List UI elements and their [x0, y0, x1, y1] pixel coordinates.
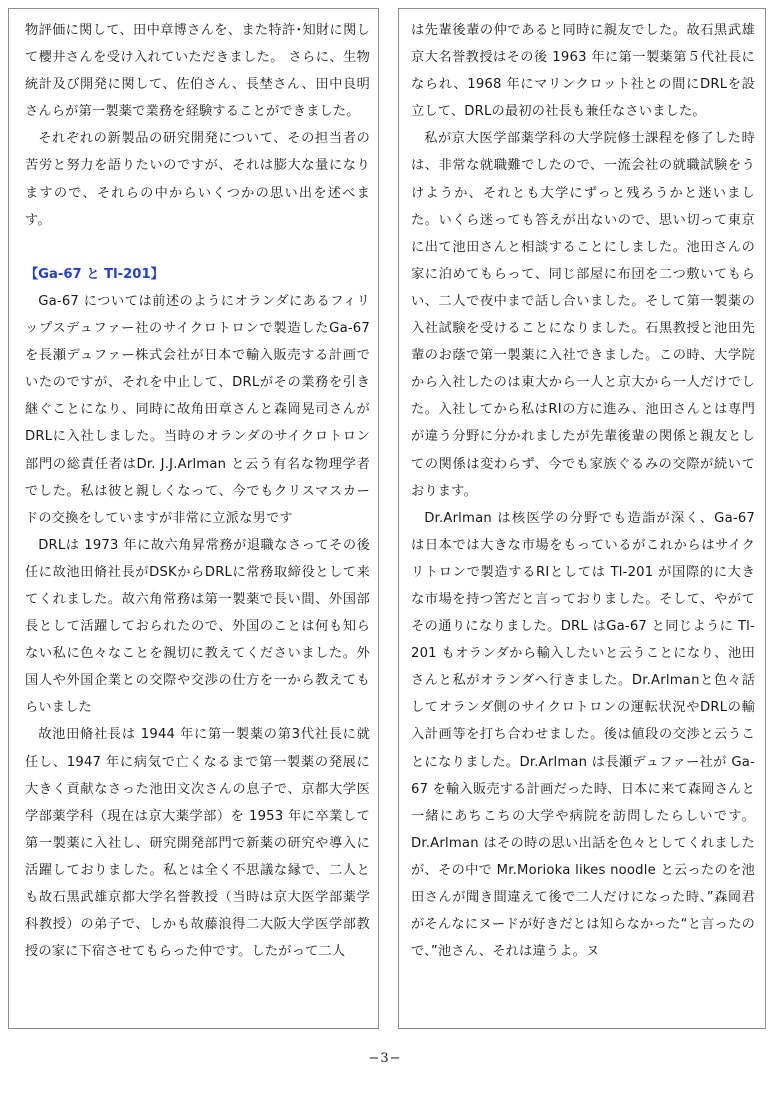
paragraph: 私が京大医学部薬学科の大学院修士課程を修了した時は、非常な就職難でしたので、一流会社の就職試験をうけようか、それとも大学にずっと残ろうかと迷いました。いくら迷っても答えが出ないので、思い切って東京に出て池田さんと相談することにしました。池田さんの家に泊めてもらって、同じ部屋に布団を二つ敷いてもらい、二人で夜中まで話し合いました。そして第一製薬の入社試験を受けることになりました。石黒教授と池田先輩のお蔭で第一製薬に入社できました。この時、大学院から入社したのは東大から一人と京大から一人だけでした。入社してから私はRIの方に進み、池田さんとは専門が違う分野に分かれましたが先輩後輩の関係と親友としての関係は変わらず、今でも家族ぐるみの交際が続いております。 [411, 131, 755, 499]
paragraph: Ga-67 については前述のようにオランダにあるフィリップスデュファー社のサイクロトロンで製造したGa-67 を長瀬デュファー株式会社が日本で輸入販売する計画でいたのですが、それを中止して、DRLがその業務を引き継ぐことになり、同時に故角田章さんと森岡晃司さんがDRLに入社しました。当時のオランダのサイクロトロン部門の総責任者はDr. J.J.Arlman と云う有名な物理学者でした。私は彼と親しくなって、今でもクリスマスカードの交換をしていますが非常に立派な男です [25, 293, 370, 526]
paragraph-continuation: は先輩後輩の仲であると同時に親友でした。故石黒武雄京大名誉教授はその後 1963 年に第一製薬第５代社長になられ、1968 年にマリンクロット社との間にDRLを設立して、DRLの最初の社長も兼任なさいました。 [411, 23, 755, 120]
paragraph-spacer [25, 234, 370, 261]
section-heading: 【Ga-67 と Tl-201】 [25, 266, 164, 282]
paragraph: Dr.Arlman は核医学の分野でも造詣が深く、Ga-67 は日本では大きな市場をもっているがこれからはサイクリトロンで製造するRIとしては Tl-201 が国際的に大きな市場を持つ筈だと言っておりました。そして、やがてその通りになりました。DRL はGa-67 と同じように Tl-201 もオランダから輸入したいと云うことになり、池田さんと私がオランダへ行きました。Dr.Arlmanと色々話してオランダ側のサイクロトロンの運転状況やDRLの輸入計画等を打ち合わせました。後は値段の交渉と云うことになりました。Dr.Arlman は長瀬デュファー社が Ga-67 を輸入販売する計画だった時、日本に来て森岡さんと一緒にあちこちの大学や病院を訪問したらしいです。Dr.Arlman はその時の思い出話を色々としてくれましたが、その中で Mr.Morioka likes noodle と云ったのを池田さんが聞き間違えて後で二人だけになった時、”森岡君がそんなにヌードが好きだとは知らなかった“と言ったので、”池さん、それは違うよ。ヌ [411, 510, 755, 960]
paragraph: DRLは 1973 年に故六角昇常務が退職なさってその後任に故池田脩社長がDSKからDRLに常務取締役として来てくれました。故六角常務は第一製薬で長い間、外国部長として活躍しておられたので、外国のことは何も知らない私に色々なことを親切に教えてくださいました。外国人や外国企業との交際や交渉の仕方を一から教えてもらいました [25, 537, 370, 716]
right-column [398, 8, 766, 1029]
paragraph: それぞれの新製品の研究開発について、その担当者の苦労と努力を語りたいのですが、それは膨大な量になりますので、それらの中からいくつかの思い出を述べます。 [25, 131, 370, 228]
paragraph: 故池田脩社長は 1944 年に第一製薬の第3代社長に就任し、1947 年に病気で亡くなるまで第一製薬の発展に大きく貢献なさった池田文次さんの息子で、京都大学医学部薬学科（現在は京大薬学部）を 1953 年に卒業して第一製薬に入社し、研究開発部門で新薬の研究や導入に活躍しておりました。私とは全く不思議な縁で、二人とも故石黒武雄京都大学名誉教授（当時は京大医学部薬学科教授）の弟子で、しかも故藤浪得二大阪大学医学部教授の家に下宿させてもらった仲です。したがって二人 [25, 727, 370, 960]
page-number: −3− [368, 1051, 402, 1066]
paragraph-continuation: 物評価に関して、田中章博さんを、また特許･知財に関して櫻井さんを受け入れていただきました。 さらに、生物統計及び開発に関して、佐伯さん、長埜さん、田中良明さんらが第一製薬で業務を経験することができました。 [25, 23, 370, 120]
left-column [8, 8, 379, 1029]
